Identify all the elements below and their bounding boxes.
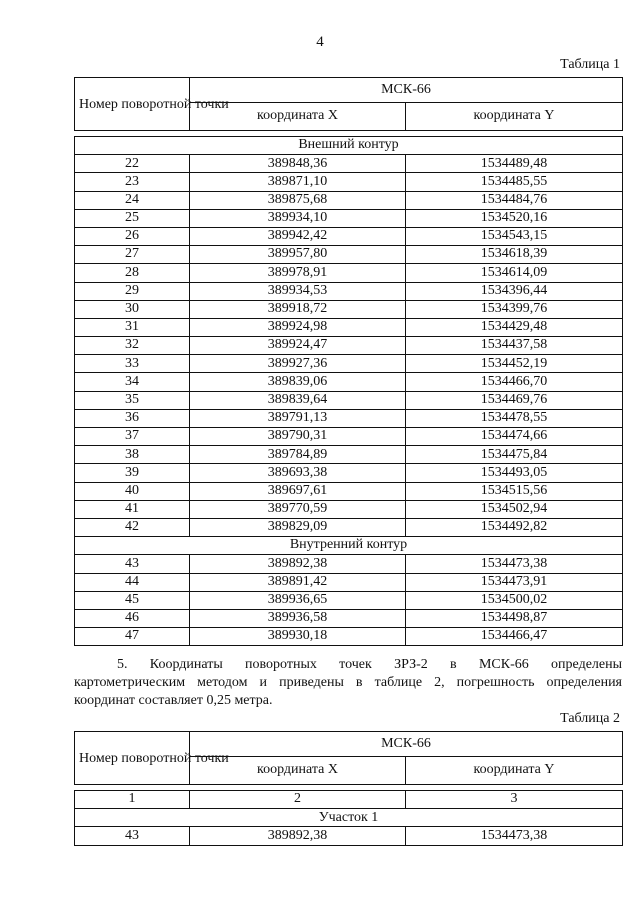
point-number-cell: 46 <box>75 609 190 627</box>
header-msk66: МСК-66 <box>190 732 623 757</box>
point-number-cell: 36 <box>75 409 190 427</box>
coord-y-cell: 1534473,38 <box>406 827 623 845</box>
point-number-cell: 27 <box>75 246 190 264</box>
point-number-cell: 24 <box>75 191 190 209</box>
table-row <box>75 337 623 355</box>
coord-y-cell: 1534614,09 <box>406 264 623 282</box>
coord-x-cell: 389790,31 <box>190 428 406 446</box>
table-row <box>75 391 623 409</box>
table-row <box>75 409 623 427</box>
coord-x-cell: 389892,38 <box>190 827 406 845</box>
coord-y-cell: 1534502,94 <box>406 500 623 518</box>
table-row <box>75 191 623 209</box>
section-outer-contour: Внешний контур <box>75 137 623 155</box>
coord-y-cell: 1534437,58 <box>406 337 623 355</box>
header-coord-y: координата Y <box>406 757 623 785</box>
table-row <box>75 355 623 373</box>
coord-x-cell: 389918,72 <box>190 300 406 318</box>
table-row <box>75 482 623 500</box>
coord-x-cell: 389848,36 <box>190 155 406 173</box>
coord-x-cell: 389930,18 <box>190 628 406 646</box>
paragraph-5 <box>74 656 622 710</box>
coord-x-cell: 389697,61 <box>190 482 406 500</box>
point-number-cell: 31 <box>75 318 190 336</box>
point-number-cell: 45 <box>75 591 190 609</box>
coord-y-cell: 1534452,19 <box>406 355 623 373</box>
page-number: 4 <box>316 34 324 50</box>
table-row <box>75 464 623 482</box>
point-number-cell: 34 <box>75 373 190 391</box>
coord-y-cell: 1534485,55 <box>406 173 623 191</box>
table-row <box>75 282 623 300</box>
coord-x-cell: 389924,98 <box>190 318 406 336</box>
point-number-cell: 22 <box>75 155 190 173</box>
column-number-2: 2 <box>190 791 406 809</box>
point-number-cell: 32 <box>75 337 190 355</box>
coord-y-cell: 1534469,76 <box>406 391 623 409</box>
coord-x-cell: 389875,68 <box>190 191 406 209</box>
coord-y-cell: 1534618,39 <box>406 246 623 264</box>
section-inner-contour: Внутренний контур <box>75 537 623 555</box>
coord-x-cell: 389927,36 <box>190 355 406 373</box>
point-number-cell: 43 <box>75 555 190 573</box>
table-row <box>75 173 623 191</box>
paragraph-line-3: координат составляет 0,25 метра. <box>74 693 273 708</box>
coord-x-cell: 389693,38 <box>190 464 406 482</box>
coord-x-cell: 389934,53 <box>190 282 406 300</box>
table1-caption: Таблица 1 <box>560 57 620 72</box>
point-number-cell: 28 <box>75 264 190 282</box>
point-number-cell: 38 <box>75 446 190 464</box>
paragraph-line-1: 5. Координаты поворотных точек ЗРЗ-2 в МСК-66 определены <box>117 657 622 672</box>
coord-x-cell: 389791,13 <box>190 409 406 427</box>
table-row <box>75 428 623 446</box>
point-number-cell: 47 <box>75 628 190 646</box>
coord-x-cell: 389839,64 <box>190 391 406 409</box>
coord-y-cell: 1534484,76 <box>406 191 623 209</box>
header-coord-y: координата Y <box>406 103 623 131</box>
coord-y-cell: 1534520,16 <box>406 209 623 227</box>
coord-y-cell: 1534492,82 <box>406 518 623 536</box>
point-number-cell: 43 <box>75 827 190 845</box>
coord-x-cell: 389924,47 <box>190 337 406 355</box>
coord-y-cell: 1534429,48 <box>406 318 623 336</box>
table-row <box>75 373 623 391</box>
point-number-cell: 29 <box>75 282 190 300</box>
column-number-3: 3 <box>406 791 623 809</box>
coord-x-cell: 389978,91 <box>190 264 406 282</box>
column-number-1: 1 <box>75 791 190 809</box>
table-row <box>75 573 623 591</box>
table-row <box>75 628 623 646</box>
table-row <box>75 227 623 245</box>
table-row <box>75 246 623 264</box>
coord-x-cell: 389957,80 <box>190 246 406 264</box>
header-coord-x: координата X <box>190 757 406 785</box>
coord-y-cell: 1534475,84 <box>406 446 623 464</box>
paragraph-line-2: картометрическим методом и приведены в таблице 2, погрешность определения <box>74 675 622 690</box>
table-row <box>75 318 623 336</box>
coord-x-cell: 389829,09 <box>190 518 406 536</box>
point-number-cell: 37 <box>75 428 190 446</box>
coord-x-cell: 389784,89 <box>190 446 406 464</box>
point-number-cell: 42 <box>75 518 190 536</box>
coord-x-cell: 389936,65 <box>190 591 406 609</box>
table-row <box>75 155 623 173</box>
coordinates-table-2 <box>74 731 623 846</box>
header-coord-x: координата X <box>190 103 406 131</box>
table-row <box>75 209 623 227</box>
table-row <box>75 500 623 518</box>
table-row <box>75 300 623 318</box>
coord-y-cell: 1534466,70 <box>406 373 623 391</box>
header-msk66: МСК-66 <box>190 78 623 103</box>
coord-y-cell: 1534466,47 <box>406 628 623 646</box>
table-row <box>75 591 623 609</box>
coord-y-cell: 1534515,56 <box>406 482 623 500</box>
coord-y-cell: 1534543,15 <box>406 227 623 245</box>
coord-y-cell: 1534493,05 <box>406 464 623 482</box>
coord-x-cell: 389871,10 <box>190 173 406 191</box>
point-number-cell: 35 <box>75 391 190 409</box>
coord-y-cell: 1534396,44 <box>406 282 623 300</box>
coord-y-cell: 1534474,66 <box>406 428 623 446</box>
point-number-cell: 40 <box>75 482 190 500</box>
coord-x-cell: 389891,42 <box>190 573 406 591</box>
coord-y-cell: 1534473,38 <box>406 555 623 573</box>
point-number-cell: 30 <box>75 300 190 318</box>
table-row <box>75 518 623 536</box>
coordinates-table-1 <box>74 77 623 646</box>
table-row <box>75 827 623 845</box>
coord-x-cell: 389942,42 <box>190 227 406 245</box>
coord-y-cell: 1534500,02 <box>406 591 623 609</box>
point-number-cell: 41 <box>75 500 190 518</box>
coord-y-cell: 1534498,87 <box>406 609 623 627</box>
coord-x-cell: 389934,10 <box>190 209 406 227</box>
point-number-cell: 23 <box>75 173 190 191</box>
coord-y-cell: 1534399,76 <box>406 300 623 318</box>
header-point-number: Номер поворотной точки <box>75 732 190 785</box>
table2-caption: Таблица 2 <box>560 711 620 726</box>
table-row <box>75 264 623 282</box>
point-number-cell: 33 <box>75 355 190 373</box>
point-number-cell: 39 <box>75 464 190 482</box>
coord-x-cell: 389936,58 <box>190 609 406 627</box>
coord-x-cell: 389892,38 <box>190 555 406 573</box>
point-number-cell: 25 <box>75 209 190 227</box>
coord-x-cell: 389770,59 <box>190 500 406 518</box>
coord-x-cell: 389839,06 <box>190 373 406 391</box>
table-row <box>75 555 623 573</box>
coord-y-cell: 1534489,48 <box>406 155 623 173</box>
table-row <box>75 446 623 464</box>
point-number-cell: 26 <box>75 227 190 245</box>
point-number-cell: 44 <box>75 573 190 591</box>
header-point-number: Номер поворотной точки <box>75 78 190 131</box>
coord-y-cell: 1534473,91 <box>406 573 623 591</box>
coord-y-cell: 1534478,55 <box>406 409 623 427</box>
table-row <box>75 609 623 627</box>
section-plot-1: Участок 1 <box>75 809 623 827</box>
